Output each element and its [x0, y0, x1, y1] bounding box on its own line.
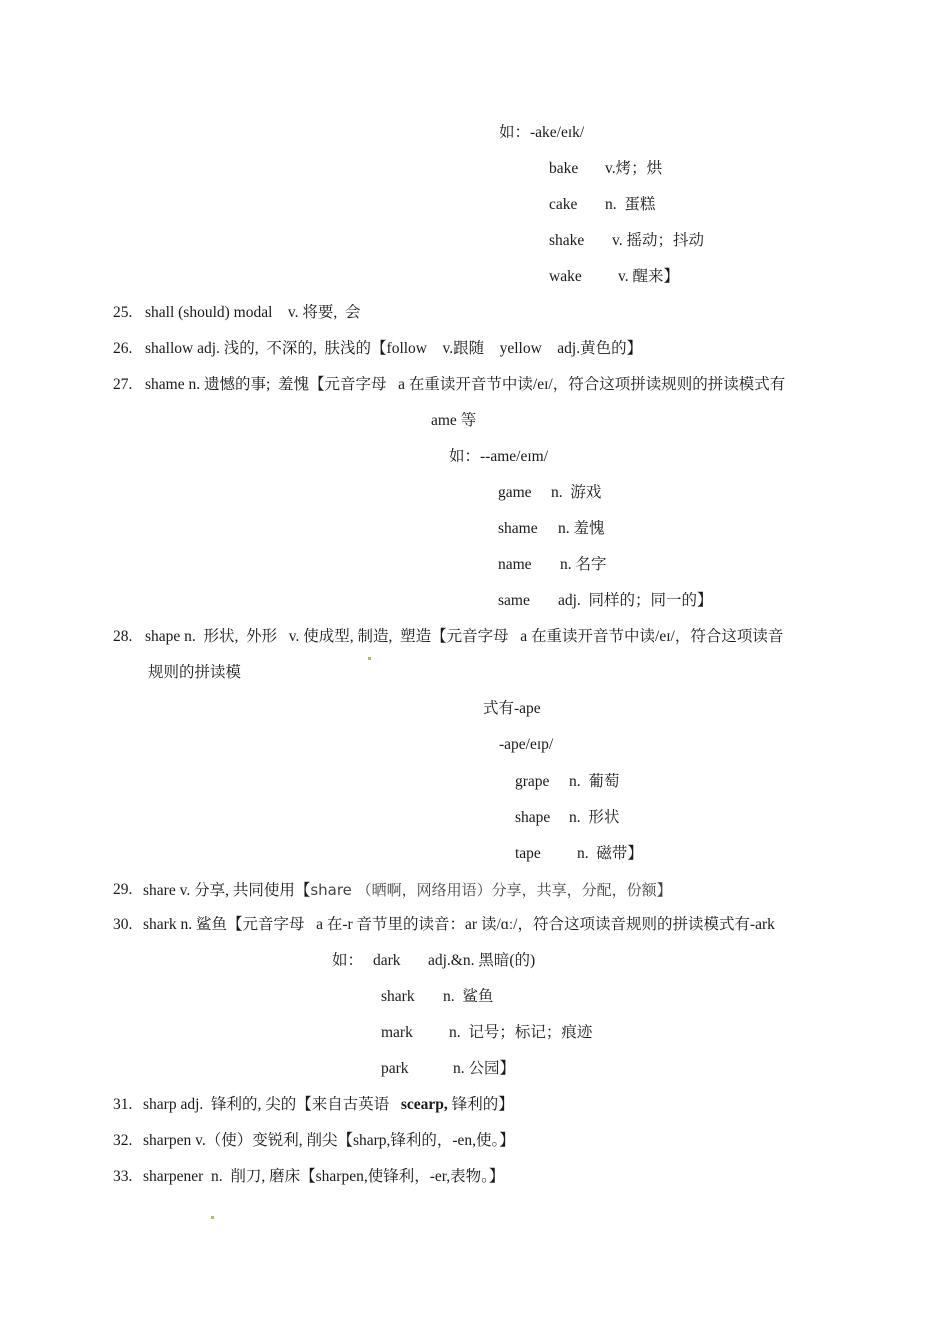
entry-number: 33.: [113, 1168, 133, 1185]
etymology-word: scearp,: [400, 1096, 448, 1113]
entry-text: sharpen v.（使）变锐利, 削尖【sharp,锋利的，-en,使。】: [143, 1132, 515, 1149]
entry-text-continued: ame 等: [431, 412, 477, 429]
example-word: shark: [381, 988, 415, 1005]
decorative-dot: [211, 1216, 214, 1219]
example-definition: n. 蛋糕: [605, 196, 656, 213]
ake-pattern-intro: 如：-ake/eɪk/: [499, 124, 585, 141]
example-definition: n. 记号；标记；痕迹: [449, 1024, 593, 1041]
example-word: mark: [381, 1024, 413, 1041]
entry-text: [143, 880, 672, 901]
example-definition: adj. 同样的；同一的】: [558, 592, 713, 609]
example-word: game: [498, 484, 532, 501]
example-definition: v. 摇动；抖动: [612, 232, 704, 249]
entry-number: 25.: [113, 304, 133, 321]
decorative-dot: [368, 657, 371, 660]
example-word: name: [498, 556, 532, 573]
entry-number: 28.: [113, 628, 133, 645]
example-word: tape: [515, 845, 541, 862]
example-definition: v.烤；烘: [605, 160, 663, 177]
entry-text-part: sharp adj. 锋利的, 尖的【来自古英语: [143, 1096, 401, 1113]
entry-text: sharpener n. 削刀, 磨床【sharpen,使锋利，-er,表物。】: [143, 1168, 505, 1185]
example-word: shame: [498, 520, 538, 537]
ape-pattern-intro: -ape/eɪp/: [499, 736, 554, 753]
entry-number: 29.: [113, 881, 133, 898]
entry-text: shall (should) modal v. 将要, 会: [145, 304, 361, 321]
example-word: grape: [515, 773, 550, 790]
entry-text: [143, 1095, 514, 1115]
example-word: park: [381, 1060, 409, 1077]
entry-text: shame n. 遗憾的事; 羞愧【元音字母 a 在重读开音节中读/eɪ/，符合这项拼读规则的拼读模式有: [145, 376, 786, 393]
example-definition: n. 葡萄: [569, 773, 620, 790]
entry-number: 27.: [113, 376, 133, 393]
ark-pattern-prefix: 如：: [332, 952, 364, 969]
entry-text-continued: 规则的拼读模: [148, 664, 242, 681]
entry-text-part: share v. 分享, 共同使用【: [143, 882, 311, 899]
example-definition: n. 公园】: [453, 1060, 516, 1077]
example-definition: n. 形状: [569, 809, 620, 826]
example-word: cake: [549, 196, 578, 213]
example-definition: n. 名字: [560, 556, 607, 573]
entry-text-note: share （晒啊，网络用语）分享，共享，分配，份额】: [310, 881, 672, 899]
example-word: shake: [549, 232, 585, 249]
example-word: shape: [515, 809, 551, 826]
example-definition: n. 鲨鱼: [443, 988, 494, 1005]
example-definition: n. 羞愧: [558, 520, 605, 537]
entry-number: 30.: [113, 916, 133, 933]
example-definition: n. 磁带】: [577, 845, 643, 862]
entry-text: shark n. 鲨鱼【元音字母 a 在-r 音节里的读音：ar 读/ɑː/，符合这项读音规则的拼读模式有-ark: [143, 916, 775, 933]
entry-number: 26.: [113, 340, 133, 357]
entry-text-part: 锋利的】: [447, 1096, 514, 1113]
example-word: dark: [373, 952, 401, 969]
entry-text: shallow adj. 浅的, 不深的, 肤浅的【follow v.跟随 yellow adj.黄色的】: [145, 340, 643, 357]
example-word: wake: [549, 268, 582, 285]
entry-text: shape n. 形状, 外形 v. 使成型, 制造, 塑造【元音字母 a 在重读开音节中读/eɪ/，符合这项读音: [145, 628, 784, 645]
example-definition: v. 醒来】: [618, 268, 679, 285]
ame-pattern-intro: 如：--ame/eɪm/: [449, 448, 548, 465]
example-definition: n. 游戏: [551, 484, 602, 501]
example-word: bake: [549, 160, 579, 177]
example-definition: adj.&n. 黑暗(的): [428, 952, 536, 969]
ape-pattern-intro: 式有-ape: [483, 700, 541, 717]
example-word: same: [498, 592, 530, 609]
entry-number: 32.: [113, 1132, 133, 1149]
entry-number: 31.: [113, 1096, 133, 1113]
